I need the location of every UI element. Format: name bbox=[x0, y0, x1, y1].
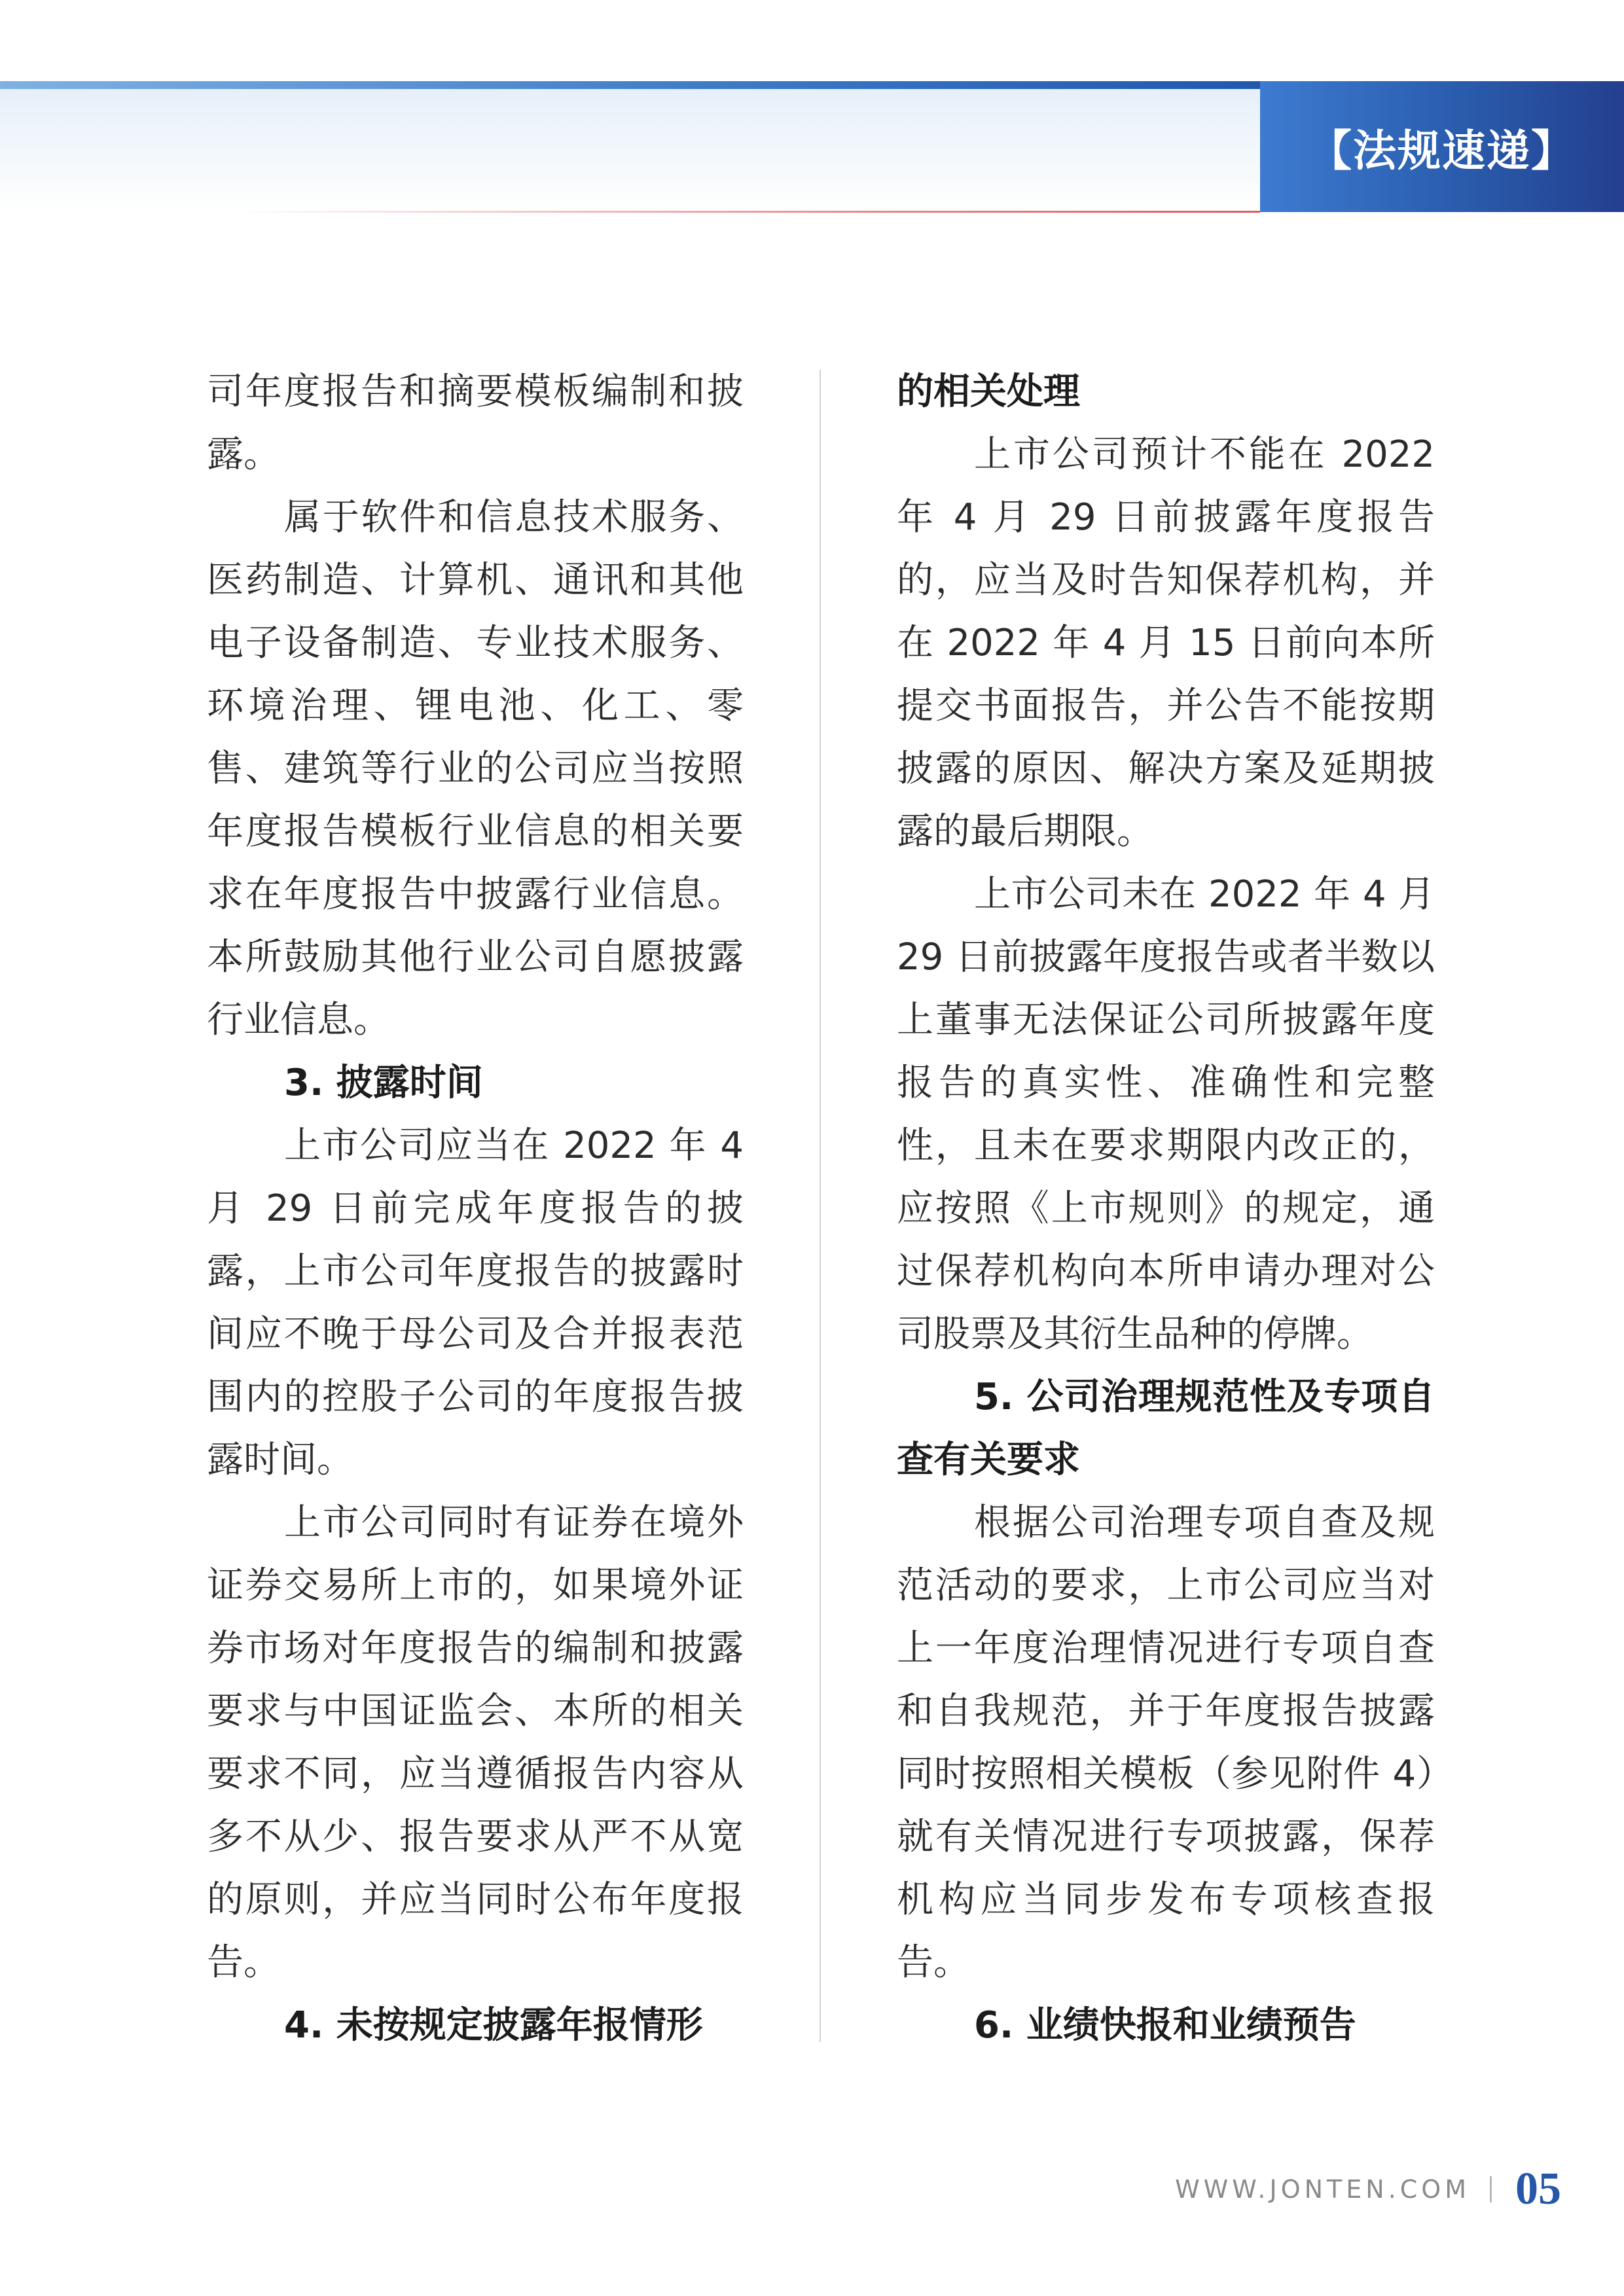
header-accent-line bbox=[236, 211, 1260, 213]
footer-separator bbox=[1490, 2176, 1492, 2202]
right-column bbox=[897, 361, 1435, 2057]
paragraph: 上市公司应当在 2022 年 4 月 29 日前完成年度报告的披露，上市公司年度报告的披露时间应不晚于母公司及合并报表范围内的控股子公司的年度报告披露时间。 bbox=[207, 1124, 744, 1481]
website-url: WWW.JONTEN.COM bbox=[1175, 2175, 1470, 2204]
section-heading: 5. 公司治理规范性及专项自查有关要求 bbox=[897, 1376, 1435, 1481]
section-tag bbox=[1260, 81, 1624, 212]
section-heading-continued: 的相关处理 bbox=[897, 370, 1080, 413]
paragraph: 根据公司治理专项自查及规范活动的要求，上市公司应当对上一年度治理情况进行专项自查和自我规范，并于年度报告披露同时按照相关模板（参见附件 4）就有关情况进行专项披露，保荐机构应当同步发布专项核查报告。 bbox=[897, 1501, 1435, 1984]
left-column bbox=[207, 361, 744, 2057]
footer bbox=[1175, 2160, 1561, 2219]
section-tag-label: 【法规速递】 bbox=[1308, 125, 1576, 176]
paragraph: 上市公司同时有证券在境外证券交易所上市的，如果境外证券市场对年度报告的编制和披露要求与中国证监会、本所的相关要求不同，应当遵循报告内容从多不从少、报告要求从严不从宽的原则，并应当同时公布年度报告。 bbox=[207, 1501, 744, 1984]
section-heading: 6. 业绩快报和业绩预告 bbox=[974, 2004, 1356, 2047]
column-divider bbox=[820, 370, 821, 2042]
paragraph: 属于软件和信息技术服务、医药制造、计算机、通讯和其他电子设备制造、专业技术服务、环境治理、锂电池、化工、零售、建筑等行业的公司应当按照年度报告模板行业信息的相关要求在年度报告中披露行业信息。本所鼓励其他行业公司自愿披露行业信息。 bbox=[207, 496, 744, 1041]
header-band bbox=[0, 81, 1260, 212]
paragraph: 上市公司未在 2022 年 4 月 29 日前披露年度报告或者半数以上董事无法保证公司所披露年度报告的真实性、准确性和完整性，且未在要求期限内改正的，应按照《上市规则》的规定，通过保荐机构向本所申请办理对公司股票及其衍生品种的停牌。 bbox=[897, 873, 1435, 1355]
paragraph: 司年度报告和摘要模板编制和披露。 bbox=[207, 370, 744, 476]
paragraph: 上市公司预计不能在 2022 年 4 月 29 日前披露年度报告的，应当及时告知保荐机构，并在 2022 年 4 月 15 日前向本所提交书面报告，并公告不能按期披露的原因、解决方案及延期披露的最后期限。 bbox=[897, 433, 1435, 853]
section-heading: 4. 未按规定披露年报情形 bbox=[284, 2004, 703, 2047]
section-heading: 3. 披露时间 bbox=[284, 1062, 483, 1104]
page-number: 05 bbox=[1515, 2164, 1561, 2214]
header-top-rule bbox=[0, 81, 1260, 89]
